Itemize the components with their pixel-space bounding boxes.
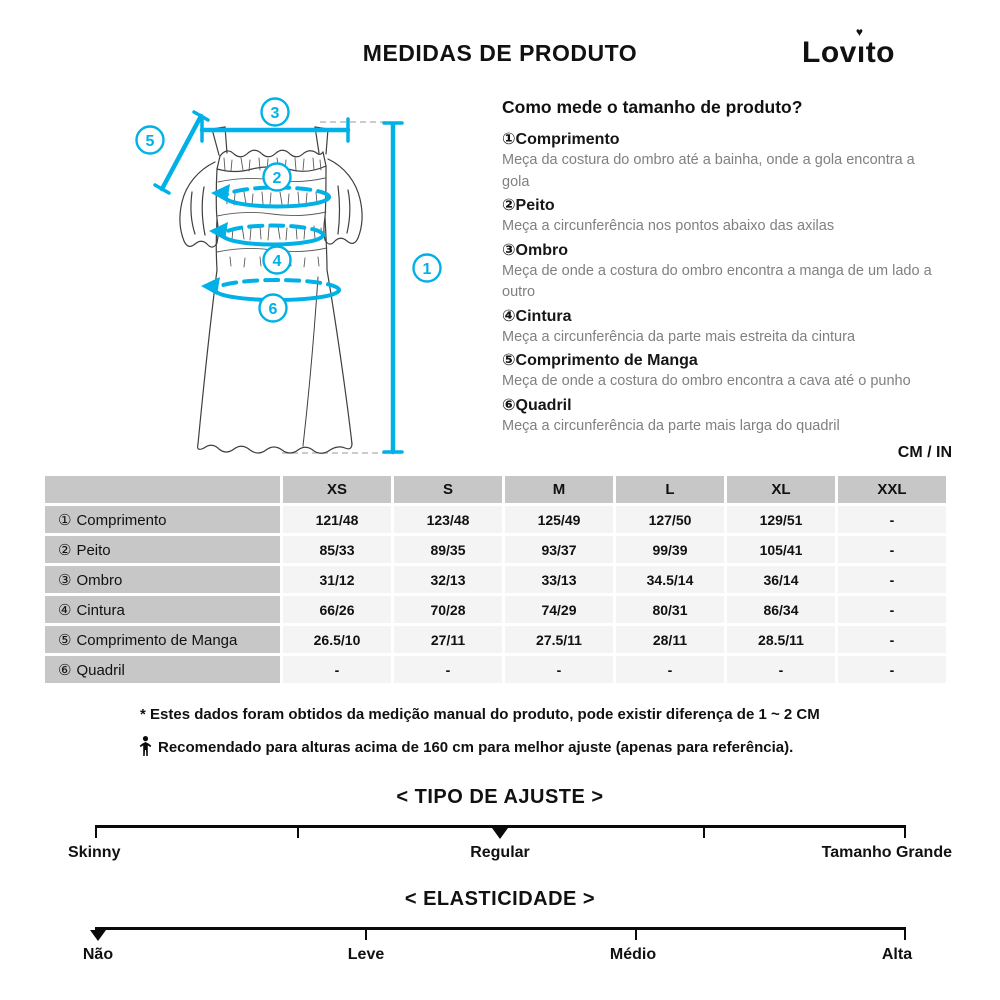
- table-cell: 105/41: [727, 536, 835, 563]
- row-label-comprimento-manga: ⑤ Comprimento de Manga: [45, 626, 280, 653]
- callout-5: 5: [145, 133, 155, 150]
- elasticity-marker-icon: [90, 930, 106, 941]
- table-cell: 127/50: [616, 506, 724, 533]
- row-label-quadril: ⑥ Quadril: [45, 656, 280, 683]
- instruction-desc: Meça da costura do ombro até a bainha, onde a gola encontra a gola: [502, 152, 915, 190]
- size-table-header-row: [45, 476, 946, 503]
- table-cell: -: [283, 656, 391, 683]
- table-cell: 33/13: [505, 566, 613, 593]
- table-cell: -: [838, 596, 946, 623]
- page-title: MEDIDAS DE PRODUTO: [362, 40, 638, 66]
- instruction-desc: Meça de onde a costura do ombro encontra a cava até o punho: [502, 373, 911, 389]
- table-cell: 121/48: [283, 506, 391, 533]
- table-cell: 27/11: [394, 626, 502, 653]
- table-cell: 28/11: [616, 626, 724, 653]
- fit-label-skinny: Skinny: [68, 844, 121, 861]
- table-row: [45, 626, 946, 653]
- table-cell: 28.5/11: [727, 626, 835, 653]
- instruction-desc: Meça a circunferência da parte mais larga do quadril: [502, 417, 840, 434]
- table-cell: 85/33: [283, 536, 391, 563]
- row-label-peito: ② Peito: [45, 536, 280, 563]
- table-cell: 34.5/14: [616, 566, 724, 593]
- instruction-label-quadril: ⑥Quadril: [502, 396, 572, 414]
- table-row: [45, 536, 946, 563]
- size-column-header: XS: [283, 476, 391, 503]
- elasticity-label-alta: Alta: [881, 946, 913, 963]
- callout-6: 6: [268, 301, 278, 318]
- table-cell: -: [838, 536, 946, 563]
- units-label: CM / IN: [897, 444, 952, 461]
- instruction-label-cintura: ④Cintura: [502, 307, 572, 325]
- size-table: [42, 473, 949, 686]
- table-cell: 31/12: [283, 566, 391, 593]
- logo-heart-icon: ♥: [855, 25, 864, 39]
- table-cell: 66/26: [283, 596, 391, 623]
- row-label-ombro: ③ Ombro: [45, 566, 280, 593]
- elasticity-label-nao: Não: [82, 946, 114, 963]
- lovito-logo: Lovı ♥ to: [802, 25, 896, 69]
- table-row: [45, 596, 946, 623]
- table-cell: 36/14: [727, 566, 835, 593]
- elasticity-label-leve: Leve: [347, 946, 385, 963]
- table-corner-cell: [45, 476, 280, 503]
- table-cell: -: [394, 656, 502, 683]
- person-icon: [139, 736, 152, 756]
- elasticity-scale-title: < ELASTICIDADE >: [404, 888, 596, 910]
- size-column-header: M: [505, 476, 613, 503]
- elasticity-scale-line: [95, 927, 905, 930]
- fit-marker-icon: [492, 828, 508, 839]
- row-label-comprimento: ① Comprimento: [45, 506, 280, 533]
- callout-4: 4: [272, 253, 282, 270]
- instruction-label-ombro: ③Ombro: [502, 241, 568, 259]
- table-cell: -: [616, 656, 724, 683]
- table-cell: 32/13: [394, 566, 502, 593]
- table-cell: 89/35: [394, 536, 502, 563]
- instructions-heading: Como mede o tamanho de produto?: [502, 97, 803, 117]
- size-column-header: XXL: [838, 476, 946, 503]
- instruction-label-peito: ②Peito: [502, 197, 555, 214]
- table-cell: 125/49: [505, 506, 613, 533]
- size-column-header: L: [616, 476, 724, 503]
- instruction-desc: Meça a circunferência da parte mais estreita da cintura: [502, 328, 856, 345]
- table-cell: 74/29: [505, 596, 613, 623]
- table-cell: 86/34: [727, 596, 835, 623]
- instruction-label-comprimento-manga: ⑤Comprimento de Manga: [502, 352, 698, 369]
- measure-instructions: [502, 97, 942, 439]
- callout-3: 3: [270, 105, 280, 122]
- dress-measurement-diagram: [100, 92, 485, 482]
- row-label-cintura: ④ Cintura: [45, 596, 280, 623]
- table-cell: -: [838, 506, 946, 533]
- measurement-disclaimer: * Estes dados foram obtidos da medição manual do produto, pode existir diferença de 1 ~ 2 CM: [140, 706, 820, 723]
- callout-1: 1: [422, 261, 432, 278]
- table-cell: 70/28: [394, 596, 502, 623]
- instruction-label-comprimento: ①Comprimento: [502, 131, 620, 148]
- table-cell: 123/48: [394, 506, 502, 533]
- fit-label-tamanho-grande: Tamanho Grande: [821, 844, 952, 861]
- fit-scale-title: < TIPO DE AJUSTE >: [396, 786, 604, 808]
- table-row: [45, 656, 946, 683]
- size-column-header: S: [394, 476, 502, 503]
- callout-2: 2: [272, 170, 282, 187]
- table-cell: -: [838, 566, 946, 593]
- table-cell: 27.5/11: [505, 626, 613, 653]
- elasticity-label-medio: Médio: [609, 946, 657, 963]
- table-row: [45, 566, 946, 593]
- table-cell: -: [838, 626, 946, 653]
- table-cell: 80/31: [616, 596, 724, 623]
- table-row: [45, 506, 946, 533]
- instruction-desc: Meça de onde a costura do ombro encontra a manga de um lado a outro: [502, 262, 932, 300]
- fit-label-regular: Regular: [470, 844, 530, 861]
- table-cell: -: [838, 656, 946, 683]
- size-column-header: XL: [727, 476, 835, 503]
- table-cell: 129/51: [727, 506, 835, 533]
- table-cell: 99/39: [616, 536, 724, 563]
- table-cell: -: [505, 656, 613, 683]
- table-cell: -: [727, 656, 835, 683]
- table-cell: 26.5/10: [283, 626, 391, 653]
- table-cell: 93/37: [505, 536, 613, 563]
- height-recommendation: Recomendado para alturas acima de 160 cm para melhor ajuste (apenas para referência).: [139, 736, 793, 756]
- instruction-desc: Meça a circunferência nos pontos abaixo das axilas: [502, 218, 835, 234]
